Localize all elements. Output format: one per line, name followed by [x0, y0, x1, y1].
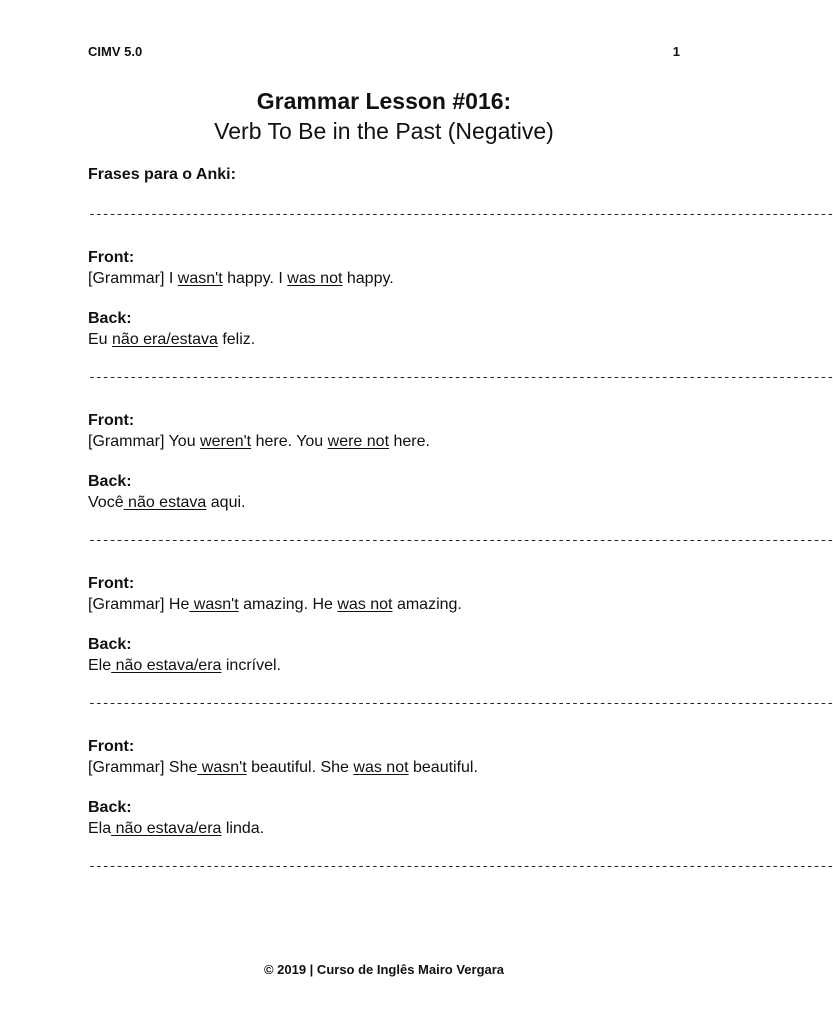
- back-suffix: aqui.: [206, 494, 246, 511]
- back-label: Back:: [88, 310, 132, 327]
- underlined-full-form: was not: [337, 596, 393, 613]
- back-prefix: Você: [88, 494, 124, 511]
- back-prefix: Ela: [88, 820, 112, 837]
- back-sentence: [88, 818, 680, 839]
- front-prefix: [Grammar] He: [88, 596, 190, 613]
- back-label: Back:: [88, 636, 132, 653]
- flashcard: [88, 716, 680, 855]
- back-suffix: incrível.: [221, 657, 281, 674]
- front-label: Front:: [88, 249, 135, 266]
- front-suffix: amazing.: [392, 596, 462, 613]
- front-middle: here. You: [251, 433, 328, 450]
- back-suffix: feliz.: [217, 331, 256, 348]
- underlined-contraction: weren't: [200, 433, 252, 450]
- document-code: CIMV 5.0: [88, 44, 143, 59]
- front-label: Front:: [88, 412, 135, 429]
- back-label: Back:: [88, 799, 132, 816]
- underlined-full-form: was not: [287, 270, 343, 287]
- back-sentence: [88, 655, 680, 676]
- underlined-full-form: was not: [353, 759, 409, 776]
- flashcard-list: [88, 203, 833, 879]
- flashcard: [88, 227, 680, 366]
- copyright-footer: © 2019 | Curso de Inglês Mairo Vergara: [263, 962, 505, 977]
- underlined-translation: não estava: [123, 494, 207, 511]
- back-label: Back:: [88, 473, 132, 490]
- front-prefix: [Grammar] I: [88, 270, 178, 287]
- front-label: Front:: [88, 575, 135, 592]
- underlined-contraction: wasn't: [177, 270, 223, 287]
- back-sentence: [88, 329, 680, 350]
- front-sentence: [88, 268, 680, 289]
- front-label: Front:: [88, 738, 135, 755]
- front-middle: amazing. He: [238, 596, 338, 613]
- underlined-translation: não estava/era: [111, 820, 222, 837]
- front-sentence: [88, 594, 680, 615]
- front-middle: happy. I: [222, 270, 288, 287]
- divider-line: ------------------------------------------------------------------------------------------------------------: [88, 533, 833, 548]
- divider-line: ------------------------------------------------------------------------------------------------------------: [88, 370, 833, 385]
- back-prefix: Ele: [88, 657, 112, 674]
- flashcard: [88, 553, 680, 692]
- divider-line: ------------------------------------------------------------------------------------------------------------: [88, 859, 833, 874]
- front-prefix: [Grammar] She: [88, 759, 198, 776]
- flashcard: [88, 390, 680, 529]
- front-sentence: [88, 431, 680, 452]
- underlined-contraction: wasn't: [189, 596, 239, 613]
- lesson-subtitle: Verb To Be in the Past (Negative): [214, 118, 554, 144]
- back-prefix: Eu: [88, 331, 113, 348]
- front-sentence: [88, 757, 680, 778]
- front-suffix: here.: [389, 433, 430, 450]
- page-number: 1: [672, 44, 680, 59]
- front-middle: beautiful. She: [246, 759, 354, 776]
- underlined-contraction: wasn't: [197, 759, 247, 776]
- underlined-translation: não estava/era: [111, 657, 222, 674]
- front-suffix: beautiful.: [408, 759, 478, 776]
- underlined-translation: não era/estava: [112, 331, 218, 348]
- front-suffix: happy.: [342, 270, 394, 287]
- underlined-full-form: were not: [327, 433, 390, 450]
- section-title: Frases para o Anki:: [88, 166, 236, 183]
- front-prefix: [Grammar] You: [88, 433, 201, 450]
- divider-line: ------------------------------------------------------------------------------------------------------------: [88, 207, 833, 222]
- back-suffix: linda.: [221, 820, 265, 837]
- divider-line: ------------------------------------------------------------------------------------------------------------: [88, 696, 833, 711]
- lesson-title: Grammar Lesson #016:: [256, 88, 512, 114]
- back-sentence: [88, 492, 680, 513]
